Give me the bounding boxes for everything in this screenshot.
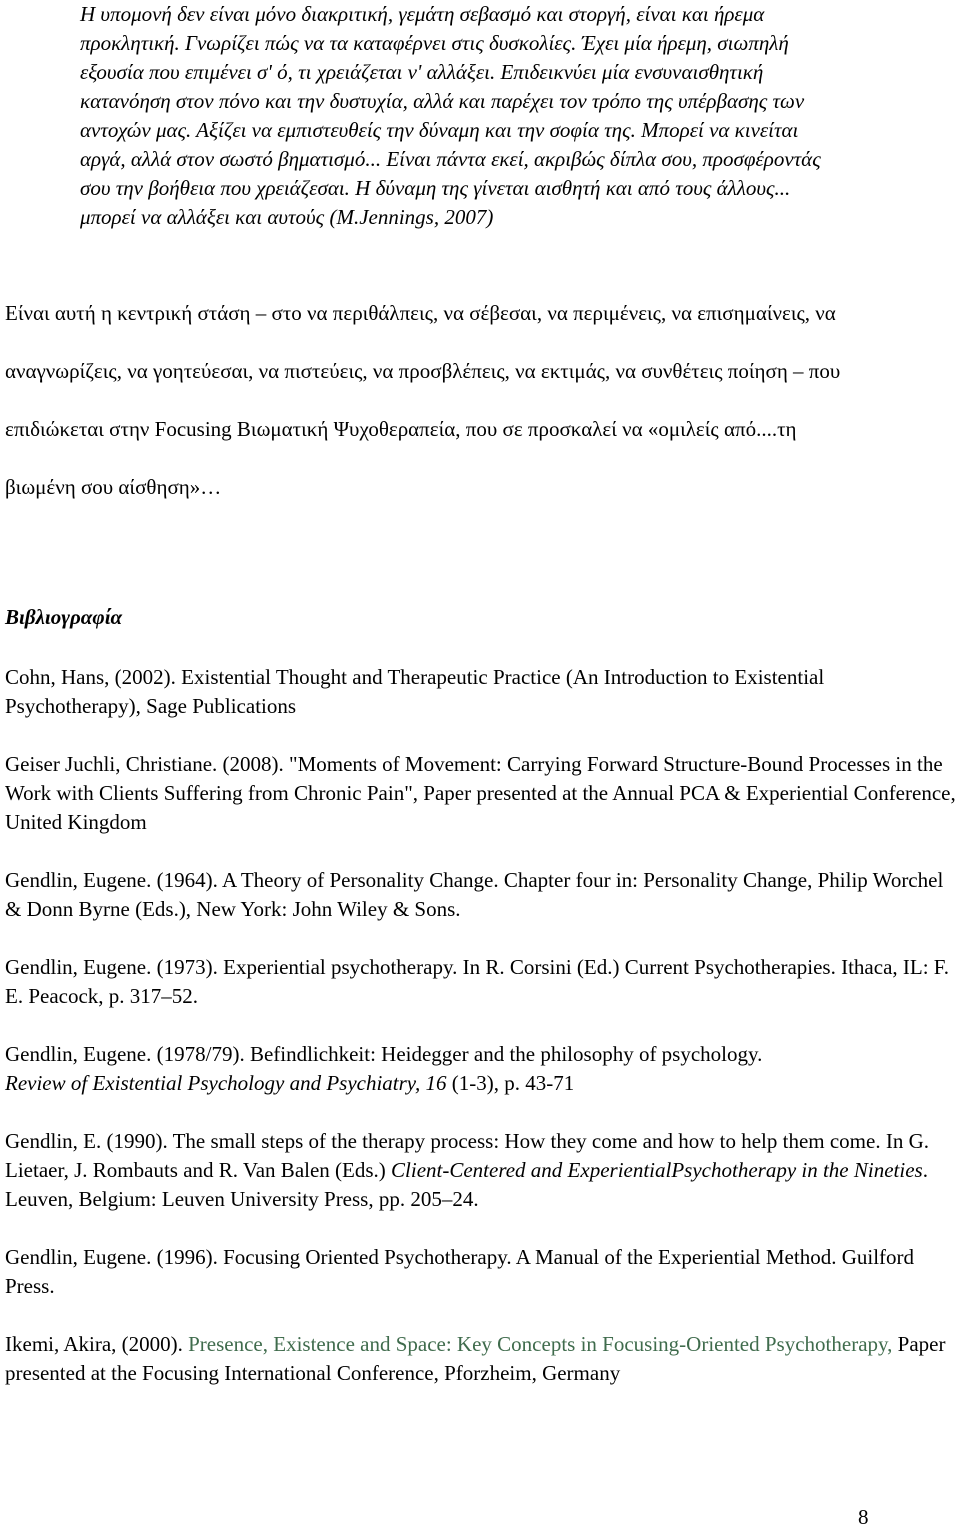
reference-text: . Leuven, Belgium: Leuven University Press, pp. 205–24. (5, 1158, 928, 1211)
bibliography-heading: Βιβλιογραφία (5, 605, 123, 629)
reference-item: Gendlin, Eugene. (1996). Focusing Oriented Psychotherapy. A Manual of the Experiential Method. Guilford Press. (5, 1245, 915, 1298)
reference-text: Gendlin, E. (1990). The small steps of the therapy process: How they come and how to help them come. In G. Lietaer, J. Rombauts and R. Van Balen (Eds.) (5, 1129, 929, 1182)
page-number: 8 (858, 1505, 869, 1529)
reference-text: Ikemi, Akira, (2000). (5, 1332, 189, 1356)
reference-text: (1-3), p. 43-71 (446, 1071, 575, 1095)
reference-item (5, 1330, 960, 1388)
reference-item: Geiser Juchli, Christiane. (2008). "Moments of Movement: Carrying Forward Structure-Bound Processes in the Work with Clients Suffering from Chronic Pain", Paper presented at the Annual PCA & Experiential Conference, United Kingdom (5, 752, 956, 834)
reference-item (5, 1127, 960, 1214)
central-attitude-text: Είναι αυτή η κεντρική στάση – στο να περιθάλπεις, να σέβεσαι, να περιμένεις, να επισημαίνεις, να αναγνωρίζεις, να γοητεύεσαι, να πιστεύεις, να προσβλέπεις, να εκτιμάς, να συνθέτεις ποίηση – που επιδιώκεται στην Focusing Βιωματική Ψυχοθεραπεία, που σε προσκαλεί να «ομιλείς από....τη βιωμένη σου αίσθηση»… (5, 301, 841, 499)
reference-text: Gendlin, Eugene. (1978/79). Befindlichkeit: Heidegger and the philosophy of psychology. (5, 1042, 763, 1066)
reference-item (5, 1040, 960, 1098)
reference-text: Paper presented at the Focusing International Conference, Pforzheim, Germany (5, 1332, 946, 1385)
reference-item: Gendlin, Eugene. (1973). Experiential psychotherapy. In R. Corsini (Ed.) Current Psychotherapies. Ithaca, IL: F. E. Peacock, p. 317–52. (5, 955, 950, 1008)
quote-text: Η υπομονή δεν είναι μόνο διακριτική, γεμάτη σεβασμό και στοργή, είναι και ήρεμα προκλητική. Γνωρίζει πώς να τα καταφέρνει στις δυσκολίες. Έχει μία ήρεμη, σιωπηλή εξουσία που επιμένει σ' ό, τι χρειάζεται ν' αλλάξει. Επιδεικνύει μία ενσυναισθητική κατανόηση στον πόνο και την δυστυχία, αλλά και παρέχει τον τρόπο της υπέρβασης των αντοχών μας. Αξίζει να εμπιστευθείς την δύναμη και την σοφία της. Μπορεί να κινείται αργά, αλλά στον σωστό βηματισμό... Είναι πάντα εκεί, ακριβώς δίπλα σου, προσφέροντάς σου την βοήθεια που χρειάζεσαι. Η δύναμη της γίνεται αισθητή και από τους άλλους... μπορεί να αλλάξει και αυτούς (M.Jennings, 2007) (80, 2, 821, 229)
reference-journal: Review of Existential Psychology and Psychiatry, 16 (5, 1071, 447, 1095)
bibliography-list (5, 663, 960, 1417)
reference-item: Cohn, Hans, (2002). Existential Thought and Therapeutic Practice (An Introduction to Existential Psychotherapy), Sage Publications (5, 665, 825, 718)
quote-block (80, 0, 840, 232)
reference-paper-title: Presence, Existence and Space: Key Concepts in Focusing-Oriented Psychotherapy, (188, 1332, 893, 1356)
reference-item: Gendlin, Eugene. (1964). A Theory of Personality Change. Chapter four in: Personality Change, Philip Worchel & Donn Byrne (Eds.), New York: John Wiley & Sons. (5, 868, 944, 921)
central-attitude-paragraph (5, 284, 865, 516)
reference-book-title: Client-Centered and ExperientialPsychotherapy in the Nineties (391, 1158, 923, 1182)
